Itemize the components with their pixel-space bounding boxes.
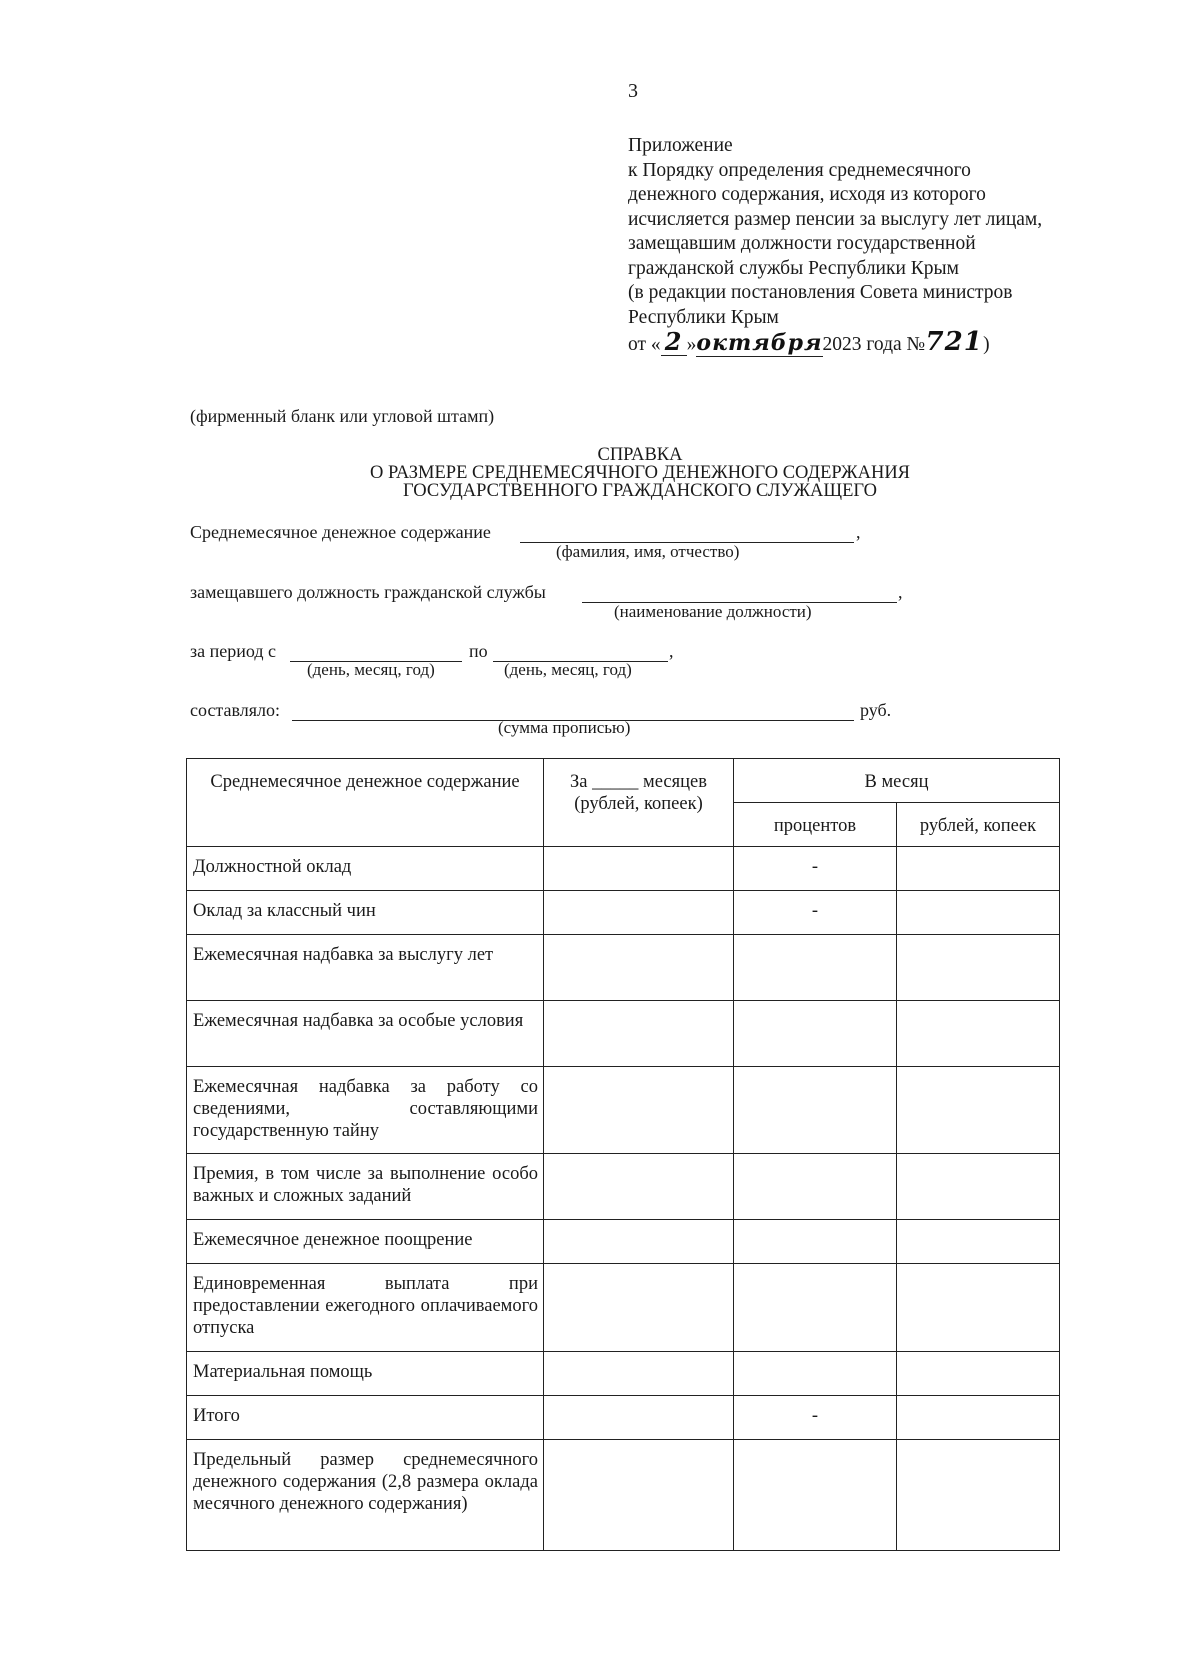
cell-period-amount[interactable] xyxy=(544,1352,734,1396)
cell-period-amount[interactable] xyxy=(544,891,734,935)
cell-percent[interactable] xyxy=(734,1264,897,1352)
cell-period-amount[interactable] xyxy=(544,1067,734,1154)
order-year: 2023 года № xyxy=(822,334,926,355)
cell-monthly-amount[interactable] xyxy=(897,847,1060,891)
table-row xyxy=(187,1067,1060,1154)
cell-period-amount[interactable] xyxy=(544,1220,734,1264)
document-subtitle: О РАЗМЕРЕ СРЕДНЕМЕСЯЧНОГО ДЕНЕЖНОГО СОДЕРЖАНИЯ xyxy=(369,463,911,483)
salary-table xyxy=(186,758,1060,1551)
cell-percent[interactable] xyxy=(734,1154,897,1220)
table-row xyxy=(187,1396,1060,1440)
column-header-monthly: В месяц xyxy=(734,759,1060,803)
order-suffix: ) xyxy=(983,334,990,355)
cell-percent[interactable] xyxy=(734,1440,897,1551)
cell-monthly-amount[interactable] xyxy=(897,1067,1060,1154)
cell-period-amount[interactable] xyxy=(544,1440,734,1551)
cell-percent[interactable] xyxy=(734,1001,897,1067)
amount-unit: руб. xyxy=(860,700,892,720)
period-to-label: по xyxy=(469,641,488,661)
table-row xyxy=(187,1154,1060,1220)
period-label: за период с xyxy=(190,641,276,661)
table-row xyxy=(187,1264,1060,1352)
cell-percent[interactable]: - xyxy=(734,847,897,891)
cell-monthly-amount[interactable] xyxy=(897,1264,1060,1352)
position-label: замещавшего должность гражданской службы xyxy=(190,582,546,602)
table-row xyxy=(187,1352,1060,1396)
document-title: СПРАВКА xyxy=(597,445,683,465)
cell-percent[interactable]: - xyxy=(734,1396,897,1440)
comma: , xyxy=(898,582,903,602)
cell-period-amount[interactable] xyxy=(544,1154,734,1220)
cell-monthly-amount[interactable] xyxy=(897,935,1060,1001)
cell-monthly-amount[interactable] xyxy=(897,1154,1060,1220)
cell-period-amount[interactable] xyxy=(544,1264,734,1352)
order-prefix: от « xyxy=(628,334,661,355)
cell-monthly-amount[interactable] xyxy=(897,1440,1060,1551)
column-header-period xyxy=(544,759,734,847)
stamp-note: (фирменный бланк или угловой штамп) xyxy=(190,406,495,426)
amount-label: составляло: xyxy=(190,700,281,720)
date-from-hint: (день, месяц, год) xyxy=(307,660,435,679)
appendix-line: денежного содержания, исходя из которого xyxy=(628,184,986,205)
appendix-line: исчисляется размер пенсии за выслугу лет лицам, xyxy=(628,208,1043,230)
appendix-line: замещавшим должности государственной xyxy=(628,233,976,254)
table-row xyxy=(187,891,1060,935)
table-row xyxy=(187,1001,1060,1067)
comma: , xyxy=(669,641,674,661)
column-header-component: Среднемесячное денежное содержание xyxy=(187,759,544,847)
name-hint: (фамилия, имя, отчество) xyxy=(556,542,740,561)
row-label: Итого xyxy=(187,1396,544,1440)
cell-percent[interactable] xyxy=(734,1220,897,1264)
position-hint: (наименование должности) xyxy=(614,602,812,621)
table-row xyxy=(187,935,1060,1001)
cell-monthly-amount[interactable] xyxy=(897,1396,1060,1440)
row-label: Ежемесячная надбавка за особые условия xyxy=(187,1001,544,1067)
row-label: Ежемесячная надбавка за работу со сведениями, составляющими государственную тайну xyxy=(187,1067,544,1154)
appendix-line: Республики Крым xyxy=(628,306,779,328)
column-header-percent: процентов xyxy=(734,803,897,847)
appendix-line: гражданской службы Республики Крым xyxy=(628,257,959,279)
order-month-handwritten: октября xyxy=(696,330,823,356)
page-number: 3 xyxy=(628,80,638,102)
cell-percent[interactable]: - xyxy=(734,891,897,935)
row-label: Оклад за классный чин xyxy=(187,891,544,935)
appendix-line: Приложение xyxy=(628,135,733,156)
content-label: Среднемесячное денежное содержание xyxy=(190,522,491,542)
cell-percent[interactable] xyxy=(734,1067,897,1154)
row-label: Должностной оклад xyxy=(187,847,544,891)
order-number-handwritten: 721 xyxy=(925,327,983,357)
cell-period-amount[interactable] xyxy=(544,935,734,1001)
order-mid: » xyxy=(686,334,697,355)
row-label: Ежемесячная надбавка за выслугу лет xyxy=(187,935,544,1001)
cell-monthly-amount[interactable] xyxy=(897,891,1060,935)
cell-period-amount[interactable] xyxy=(544,1396,734,1440)
date-to-hint: (день, месяц, год) xyxy=(504,660,632,679)
cell-period-amount[interactable] xyxy=(544,1001,734,1067)
appendix-line: к Порядку определения среднемесячного xyxy=(628,159,971,181)
cell-period-amount[interactable] xyxy=(544,847,734,891)
cell-monthly-amount[interactable] xyxy=(897,1220,1060,1264)
row-label: Предельный размер среднемесячного денежного содержания (2,8 размера оклада месячного денежного содержания) xyxy=(187,1440,544,1551)
amount-hint: (сумма прописью) xyxy=(498,718,631,737)
row-label: Премия, в том числе за выполнение особо важных и сложных заданий xyxy=(187,1154,544,1220)
row-label: Ежемесячное денежное поощрение xyxy=(187,1220,544,1264)
column-header-rubles: рублей, копеек xyxy=(897,803,1060,847)
row-label: Материальная помощь xyxy=(187,1352,544,1396)
table-row xyxy=(187,1220,1060,1264)
cell-percent[interactable] xyxy=(734,935,897,1001)
cell-monthly-amount[interactable] xyxy=(897,1352,1060,1396)
appendix-block xyxy=(628,134,1042,358)
order-reference xyxy=(628,327,1042,358)
table-row xyxy=(187,1440,1060,1551)
column-header-period-line: За _____ месяцев xyxy=(570,772,707,792)
document-subtitle: ГОСУДАРСТВЕННОГО ГРАЖДАНСКОГО СЛУЖАЩЕГО xyxy=(403,481,877,501)
cell-monthly-amount[interactable] xyxy=(897,1001,1060,1067)
cell-percent[interactable] xyxy=(734,1352,897,1396)
order-day-handwritten: 2 xyxy=(661,330,687,356)
column-header-period-unit: (рублей, копеек) xyxy=(574,794,703,814)
table-row xyxy=(187,847,1060,891)
table-header-row xyxy=(187,759,1060,803)
appendix-line: (в редакции постановления Совета министров xyxy=(628,282,1013,303)
comma: , xyxy=(856,522,861,542)
row-label: Единовременная выплата при предоставлении ежегодного оплачиваемого отпуска xyxy=(187,1264,544,1352)
